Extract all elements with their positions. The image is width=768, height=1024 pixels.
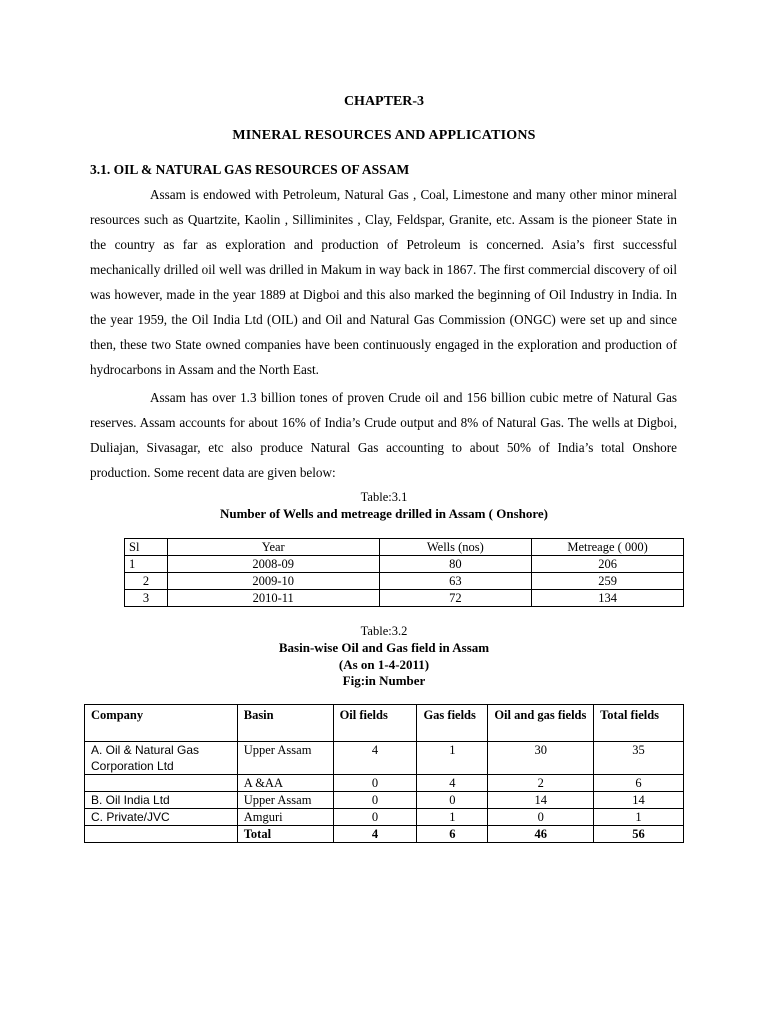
table-cell: A. Oil & Natural Gas Corporation Ltd	[85, 742, 238, 775]
header-cell: Basin	[237, 705, 333, 742]
paragraph-2-block	[90, 385, 677, 485]
page-title: MINERAL RESOURCES AND APPLICATIONS	[232, 128, 536, 143]
header-cell: Wells (nos)	[379, 539, 532, 556]
table-cell: 0	[333, 775, 417, 792]
table-cell: A &AA	[237, 775, 333, 792]
table-row	[85, 742, 684, 775]
table-row	[85, 792, 684, 809]
table2-title-block	[0, 640, 768, 690]
table-cell: 0	[333, 809, 417, 826]
table-cell: 30	[488, 742, 594, 775]
header-cell: Company	[85, 705, 238, 742]
table-cell: 1	[417, 742, 488, 775]
header-cell: Oil fields	[333, 705, 417, 742]
table-cell: 2	[125, 573, 168, 590]
basin-fields-table	[84, 704, 684, 843]
table-row	[125, 556, 684, 573]
table-cell: 259	[532, 573, 684, 590]
table-cell: 3	[125, 590, 168, 607]
table-cell: 14	[594, 792, 684, 809]
table-cell: Upper Assam	[237, 742, 333, 775]
table-cell: 2010-11	[167, 590, 379, 607]
paragraph-1: Assam is endowed with Petroleum, Natural Gas , Coal, Limestone and many other minor mineral resources such as Quartzite, Kaolin , Silliminites , Clay, Feldspar, Granite, etc. Assam is the pioneer State in the country as far as exploration and production of Petroleum is concerned. Asia’s first successful mechanically drilled oil well was drilled in Makum in way back in 1867. The first commercial discovery of oil was however, made in the year 1889 at Digboi and this also marked the beginning of Oil Industry in India. In the year 1959, the Oil India Ltd (OIL) and Oil and Natural Gas Commission (ONGC) were set up and since then, these two State owned companies have been continuously engaged in the exploration and production of hydrocarbons in Assam and the North East.	[90, 187, 677, 377]
table2-caption: Table:3.2	[360, 624, 408, 638]
table-cell	[85, 775, 238, 792]
table-cell: 4	[417, 775, 488, 792]
table-cell: 46	[488, 826, 594, 843]
table-cell: 1	[125, 556, 168, 573]
table-cell: 4	[333, 742, 417, 775]
table-cell: 6	[594, 775, 684, 792]
table-header-row	[125, 539, 684, 556]
table-header-row	[85, 705, 684, 742]
table1-title: Number of Wells and metreage drilled in Assam ( Onshore)	[219, 506, 548, 521]
table-cell: 14	[488, 792, 594, 809]
table-cell: Amguri	[237, 809, 333, 826]
table-row	[125, 590, 684, 607]
header-cell: Year	[167, 539, 379, 556]
table-cell: 6	[417, 826, 488, 843]
table-cell: 56	[594, 826, 684, 843]
table-cell: Upper Assam	[237, 792, 333, 809]
header-cell: Sl	[125, 539, 168, 556]
table-cell: 2008-09	[167, 556, 379, 573]
paragraph-1-block	[90, 182, 677, 382]
table-cell: 0	[333, 792, 417, 809]
header-cell: Metreage ( 000)	[532, 539, 684, 556]
header-cell: Total fields	[594, 705, 684, 742]
table-cell: 2	[488, 775, 594, 792]
table-cell: 2009-10	[167, 573, 379, 590]
table-row	[125, 573, 684, 590]
table-cell: 0	[488, 809, 594, 826]
paragraph-2: Assam has over 1.3 billion tones of proven Crude oil and 156 billion cubic metre of Natural Gas reserves. Assam accounts for about 16% of India’s Crude output and 8% of Natural Gas. The wells at Digboi, Duliajan, Sivasagar, etc also produce Natural Gas accounting to about 50% of India’s total Onshore production. Some recent data are given below:	[90, 390, 677, 480]
table2-title: Basin-wise Oil and Gas field in Assam	[278, 640, 490, 655]
table-cell: 4	[333, 826, 417, 843]
table1-caption: Table:3.1	[360, 490, 408, 504]
table-row	[85, 775, 684, 792]
table-cell: 1	[594, 809, 684, 826]
section-heading: 3.1. OIL & NATURAL GAS RESOURCES OF ASSAM	[90, 162, 410, 177]
table2-unit: Fig:in Number	[342, 673, 426, 688]
table-cell: Total	[237, 826, 333, 843]
table-cell: 35	[594, 742, 684, 775]
chapter-heading: CHAPTER-3	[343, 94, 425, 109]
table-cell: B. Oil India Ltd	[85, 792, 238, 809]
table-cell: 63	[379, 573, 532, 590]
table-cell: 0	[417, 792, 488, 809]
table-total-row	[85, 826, 684, 843]
table-row	[85, 809, 684, 826]
table-cell: 72	[379, 590, 532, 607]
table-cell: 206	[532, 556, 684, 573]
wells-table	[124, 538, 684, 607]
header-cell: Oil and gas fields	[488, 705, 594, 742]
table-cell: 134	[532, 590, 684, 607]
table-cell	[85, 826, 238, 843]
table-cell: 1	[417, 809, 488, 826]
header-cell: Gas fields	[417, 705, 488, 742]
table-cell: 80	[379, 556, 532, 573]
table-cell: C. Private/JVC	[85, 809, 238, 826]
table2-subtitle: (As on 1-4-2011)	[338, 656, 430, 672]
